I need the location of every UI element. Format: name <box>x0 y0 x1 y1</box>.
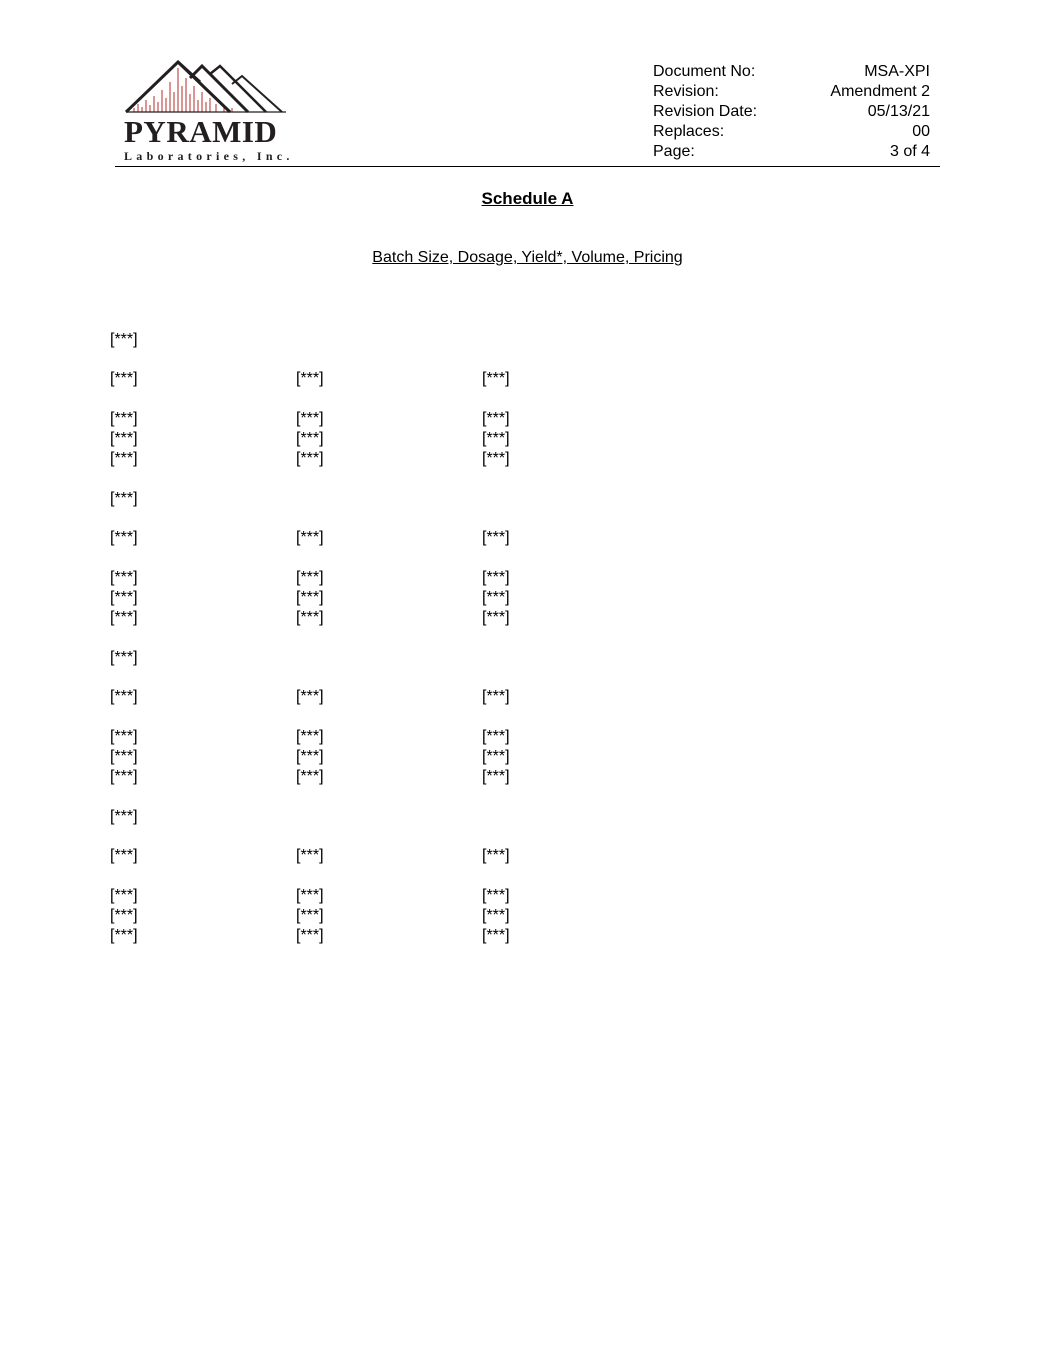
table-cell: [***] <box>110 927 138 944</box>
table-cell: [***] <box>482 768 510 785</box>
table-cell: [***] <box>296 887 324 904</box>
table-cell: [***] <box>296 609 324 626</box>
table-cell: [***] <box>296 410 324 427</box>
section-column-header: [***] <box>110 688 138 705</box>
doc-info-row <box>653 142 930 162</box>
section-column-header: [***] <box>482 370 510 387</box>
table-cell: [***] <box>296 728 324 745</box>
table-cell: [***] <box>110 748 138 765</box>
doc-info-value: 05/13/21 <box>867 103 930 120</box>
section-column-header: [***] <box>110 370 138 387</box>
section-column-header: [***] <box>296 688 324 705</box>
doc-info-value: Amendment 2 <box>830 83 930 100</box>
schedule-subtitle: Batch Size, Dosage, Yield*, Volume, Pricing <box>372 249 683 266</box>
section-column-header: [***] <box>482 847 510 864</box>
table-cell: [***] <box>482 609 510 626</box>
table-cell: [***] <box>110 728 138 745</box>
section-heading: [***] <box>110 649 138 666</box>
table-cell: [***] <box>482 887 510 904</box>
table-cell: [***] <box>482 450 510 467</box>
doc-info-label: Revision Date: <box>653 103 758 120</box>
section-column-header: [***] <box>482 529 510 546</box>
section-column-header: [***] <box>110 529 138 546</box>
doc-info-row <box>653 102 930 122</box>
table-cell: [***] <box>296 768 324 785</box>
table-cell: [***] <box>110 410 138 427</box>
doc-info-label: Replaces: <box>653 123 725 140</box>
document-info-block <box>653 62 930 162</box>
table-cell: [***] <box>110 589 138 606</box>
schedule-title: Schedule A <box>481 189 574 208</box>
table-cell: [***] <box>296 569 324 586</box>
table-cell: [***] <box>110 768 138 785</box>
company-logo <box>120 60 292 166</box>
table-cell: [***] <box>110 887 138 904</box>
section-column-header: [***] <box>296 529 324 546</box>
doc-info-row <box>653 62 930 82</box>
section-column-header: [***] <box>482 688 510 705</box>
section-heading: [***] <box>110 808 138 825</box>
table-cell: [***] <box>482 907 510 924</box>
table-cell: [***] <box>482 748 510 765</box>
table-cell: [***] <box>110 609 138 626</box>
doc-info-row <box>653 82 930 102</box>
table-cell: [***] <box>482 430 510 447</box>
pyramid-chromatogram-icon <box>120 60 292 118</box>
table-cell: [***] <box>110 450 138 467</box>
table-cell: [***] <box>296 450 324 467</box>
table-cell: [***] <box>482 569 510 586</box>
table-cell: [***] <box>482 589 510 606</box>
table-cell: [***] <box>296 589 324 606</box>
table-cell: [***] <box>482 728 510 745</box>
doc-info-value: MSA-XPI <box>864 63 930 80</box>
logo-company-name: PYRAMID <box>124 114 278 149</box>
header-divider <box>115 166 940 167</box>
table-cell: [***] <box>296 907 324 924</box>
section-heading: [***] <box>110 331 138 348</box>
table-cell: [***] <box>482 927 510 944</box>
table-cell: [***] <box>296 430 324 447</box>
section-column-header: [***] <box>296 847 324 864</box>
doc-info-label: Revision: <box>653 83 719 100</box>
doc-info-label: Document No: <box>653 63 756 80</box>
section-heading: [***] <box>110 490 138 507</box>
table-cell: [***] <box>296 748 324 765</box>
doc-info-label: Page: <box>653 143 695 160</box>
logo-company-subtitle: Laboratories, Inc. <box>124 149 294 163</box>
section-column-header: [***] <box>296 370 324 387</box>
table-cell: [***] <box>110 569 138 586</box>
table-cell: [***] <box>110 907 138 924</box>
table-cell: [***] <box>296 927 324 944</box>
section-column-header: [***] <box>110 847 138 864</box>
doc-info-value: 3 of 4 <box>889 143 930 160</box>
table-cell: [***] <box>482 410 510 427</box>
doc-info-row <box>653 122 930 142</box>
doc-info-value: 00 <box>912 123 930 140</box>
table-cell: [***] <box>110 430 138 447</box>
